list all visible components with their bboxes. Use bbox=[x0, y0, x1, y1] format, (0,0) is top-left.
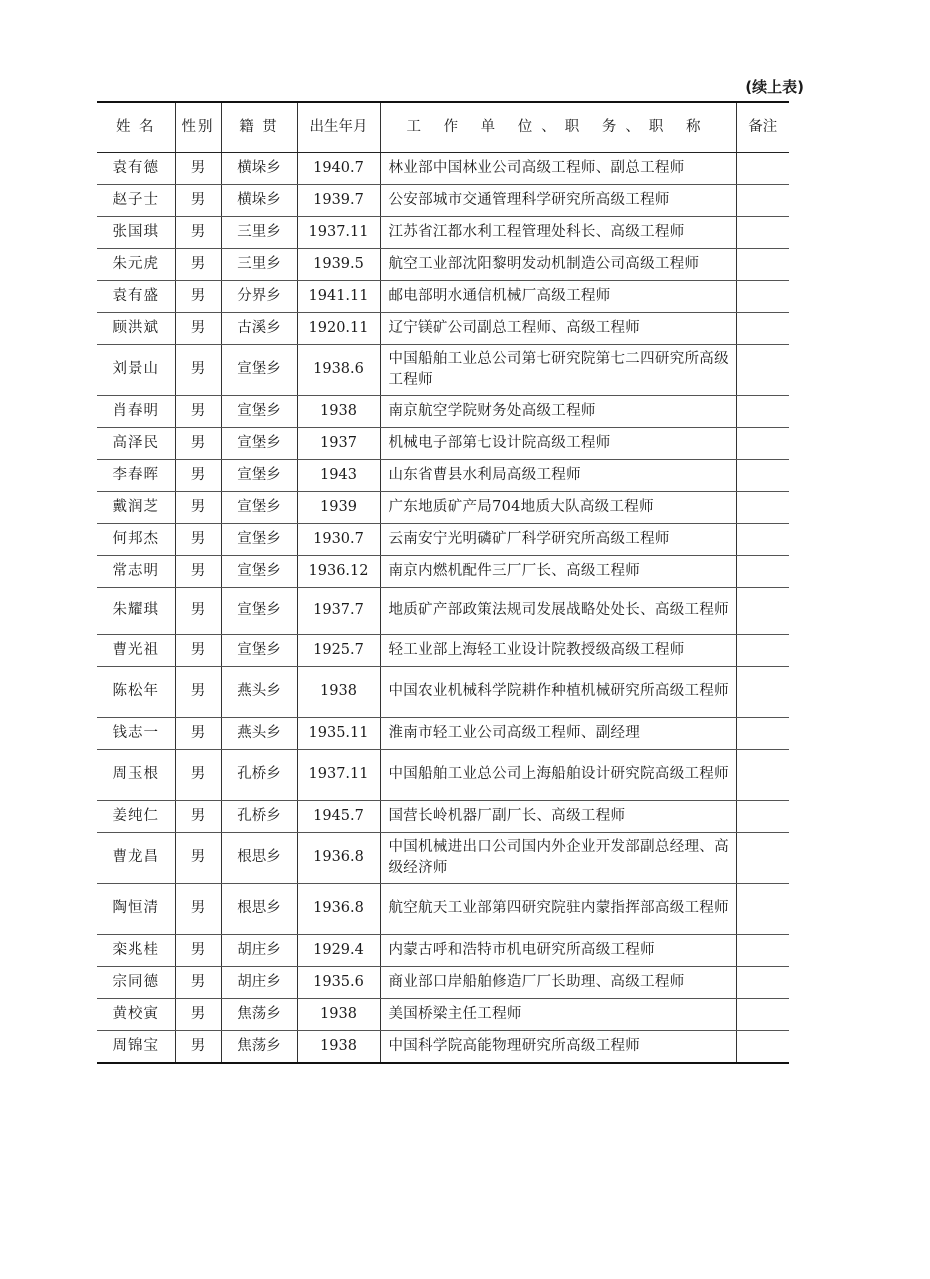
cell-work-unit: 公安部城市交通管理科学研究所高级工程师 bbox=[380, 185, 736, 217]
personnel-table bbox=[97, 101, 789, 1064]
cell-gender: 男 bbox=[175, 185, 221, 217]
cell-work-unit: 航空航天工业部第四研究院驻内蒙指挥部高级工程师 bbox=[380, 884, 736, 935]
table-row bbox=[97, 967, 789, 999]
cell-work-unit: 中国科学院高能物理研究所高级工程师 bbox=[380, 1031, 736, 1064]
cell-birth: 1940.7 bbox=[297, 153, 380, 185]
cell-name: 高泽民 bbox=[97, 428, 175, 460]
cell-work-unit: 南京内燃机配件三厂厂长、高级工程师 bbox=[380, 556, 736, 588]
cell-birth: 1941.11 bbox=[297, 281, 380, 313]
cell-gender: 男 bbox=[175, 492, 221, 524]
header-work-unit: 工 作 单 位、职 务、职 称 bbox=[380, 102, 736, 153]
continuation-label: (续上表) bbox=[745, 78, 804, 96]
cell-work-unit: 国营长岭机器厂副厂长、高级工程师 bbox=[380, 801, 736, 833]
table-row bbox=[97, 185, 789, 217]
table-row bbox=[97, 345, 789, 396]
cell-birth: 1939 bbox=[297, 492, 380, 524]
cell-gender: 男 bbox=[175, 281, 221, 313]
cell-native-place: 宣堡乡 bbox=[221, 524, 297, 556]
cell-gender: 男 bbox=[175, 935, 221, 967]
cell-remark bbox=[736, 588, 789, 635]
table-row bbox=[97, 750, 789, 801]
table-row bbox=[97, 524, 789, 556]
cell-name: 曹龙昌 bbox=[97, 833, 175, 884]
cell-remark bbox=[736, 185, 789, 217]
cell-name: 赵子士 bbox=[97, 185, 175, 217]
cell-native-place: 宣堡乡 bbox=[221, 460, 297, 492]
cell-native-place: 宣堡乡 bbox=[221, 428, 297, 460]
cell-gender: 男 bbox=[175, 556, 221, 588]
cell-native-place: 横垛乡 bbox=[221, 153, 297, 185]
cell-birth: 1937 bbox=[297, 428, 380, 460]
cell-name: 刘景山 bbox=[97, 345, 175, 396]
cell-native-place: 分界乡 bbox=[221, 281, 297, 313]
cell-name: 朱耀琪 bbox=[97, 588, 175, 635]
cell-work-unit: 广东地质矿产局704地质大队高级工程师 bbox=[380, 492, 736, 524]
cell-gender: 男 bbox=[175, 460, 221, 492]
cell-remark bbox=[736, 556, 789, 588]
cell-gender: 男 bbox=[175, 801, 221, 833]
table-row bbox=[97, 718, 789, 750]
cell-remark bbox=[736, 718, 789, 750]
cell-name: 宗同德 bbox=[97, 967, 175, 999]
cell-birth: 1936.12 bbox=[297, 556, 380, 588]
cell-birth: 1920.11 bbox=[297, 313, 380, 345]
header-gender: 性别 bbox=[175, 102, 221, 153]
table-row bbox=[97, 313, 789, 345]
cell-birth: 1929.4 bbox=[297, 935, 380, 967]
cell-birth: 1930.7 bbox=[297, 524, 380, 556]
cell-birth: 1938.6 bbox=[297, 345, 380, 396]
cell-gender: 男 bbox=[175, 313, 221, 345]
cell-remark bbox=[736, 217, 789, 249]
cell-native-place: 宣堡乡 bbox=[221, 396, 297, 428]
table-row bbox=[97, 833, 789, 884]
cell-work-unit: 南京航空学院财务处高级工程师 bbox=[380, 396, 736, 428]
cell-gender: 男 bbox=[175, 750, 221, 801]
cell-remark bbox=[736, 153, 789, 185]
cell-birth: 1938 bbox=[297, 396, 380, 428]
cell-native-place: 燕头乡 bbox=[221, 718, 297, 750]
cell-birth: 1939.7 bbox=[297, 185, 380, 217]
cell-work-unit: 美国桥梁主任工程师 bbox=[380, 999, 736, 1031]
cell-birth: 1943 bbox=[297, 460, 380, 492]
cell-native-place: 古溪乡 bbox=[221, 313, 297, 345]
cell-work-unit: 中国船舶工业总公司第七研究院第七二四研究所高级工程师 bbox=[380, 345, 736, 396]
cell-name: 陶恒清 bbox=[97, 884, 175, 935]
header-native-place: 籍 贯 bbox=[221, 102, 297, 153]
cell-name: 朱元虎 bbox=[97, 249, 175, 281]
cell-native-place: 孔桥乡 bbox=[221, 750, 297, 801]
cell-name: 张国琪 bbox=[97, 217, 175, 249]
table-row bbox=[97, 635, 789, 667]
cell-remark bbox=[736, 999, 789, 1031]
cell-gender: 男 bbox=[175, 999, 221, 1031]
cell-work-unit: 江苏省江都水利工程管理处科长、高级工程师 bbox=[380, 217, 736, 249]
cell-birth: 1937.11 bbox=[297, 217, 380, 249]
cell-gender: 男 bbox=[175, 884, 221, 935]
cell-work-unit: 商业部口岸船舶修造厂厂长助理、高级工程师 bbox=[380, 967, 736, 999]
table-body bbox=[97, 153, 789, 1064]
cell-birth: 1937.7 bbox=[297, 588, 380, 635]
table-row bbox=[97, 999, 789, 1031]
header-remark: 备注 bbox=[736, 102, 789, 153]
cell-remark bbox=[736, 750, 789, 801]
cell-gender: 男 bbox=[175, 1031, 221, 1064]
cell-remark bbox=[736, 833, 789, 884]
table-row bbox=[97, 801, 789, 833]
cell-remark bbox=[736, 801, 789, 833]
header-name: 姓 名 bbox=[97, 102, 175, 153]
cell-remark bbox=[736, 492, 789, 524]
cell-work-unit: 邮电部明水通信机械厂高级工程师 bbox=[380, 281, 736, 313]
cell-birth: 1945.7 bbox=[297, 801, 380, 833]
cell-remark bbox=[736, 396, 789, 428]
cell-gender: 男 bbox=[175, 217, 221, 249]
cell-birth: 1938 bbox=[297, 999, 380, 1031]
cell-name: 栾兆桂 bbox=[97, 935, 175, 967]
cell-remark bbox=[736, 460, 789, 492]
cell-birth: 1939.5 bbox=[297, 249, 380, 281]
cell-name: 戴润芝 bbox=[97, 492, 175, 524]
cell-name: 曹光祖 bbox=[97, 635, 175, 667]
cell-name: 陈松年 bbox=[97, 667, 175, 718]
cell-name: 钱志一 bbox=[97, 718, 175, 750]
cell-native-place: 根思乡 bbox=[221, 884, 297, 935]
cell-remark bbox=[736, 667, 789, 718]
cell-gender: 男 bbox=[175, 588, 221, 635]
table-row bbox=[97, 492, 789, 524]
table-row bbox=[97, 1031, 789, 1064]
cell-native-place: 孔桥乡 bbox=[221, 801, 297, 833]
cell-native-place: 根思乡 bbox=[221, 833, 297, 884]
table-row bbox=[97, 884, 789, 935]
cell-name: 黄校寅 bbox=[97, 999, 175, 1031]
cell-gender: 男 bbox=[175, 153, 221, 185]
table-row bbox=[97, 249, 789, 281]
cell-native-place: 宣堡乡 bbox=[221, 588, 297, 635]
cell-native-place: 胡庄乡 bbox=[221, 967, 297, 999]
cell-gender: 男 bbox=[175, 967, 221, 999]
cell-gender: 男 bbox=[175, 833, 221, 884]
cell-native-place: 三里乡 bbox=[221, 217, 297, 249]
cell-birth: 1937.11 bbox=[297, 750, 380, 801]
cell-name: 何邦杰 bbox=[97, 524, 175, 556]
cell-name: 袁有盛 bbox=[97, 281, 175, 313]
cell-native-place: 燕头乡 bbox=[221, 667, 297, 718]
table-row bbox=[97, 667, 789, 718]
cell-native-place: 横垛乡 bbox=[221, 185, 297, 217]
cell-native-place: 宣堡乡 bbox=[221, 345, 297, 396]
cell-work-unit: 山东省曹县水利局高级工程师 bbox=[380, 460, 736, 492]
cell-native-place: 焦荡乡 bbox=[221, 1031, 297, 1064]
cell-work-unit: 航空工业部沈阳黎明发动机制造公司高级工程师 bbox=[380, 249, 736, 281]
cell-name: 肖春明 bbox=[97, 396, 175, 428]
table-row bbox=[97, 153, 789, 185]
cell-work-unit: 林业部中国林业公司高级工程师、副总工程师 bbox=[380, 153, 736, 185]
cell-native-place: 宣堡乡 bbox=[221, 492, 297, 524]
cell-native-place: 三里乡 bbox=[221, 249, 297, 281]
cell-remark bbox=[736, 1031, 789, 1064]
cell-name: 姜纯仁 bbox=[97, 801, 175, 833]
cell-gender: 男 bbox=[175, 249, 221, 281]
cell-work-unit: 内蒙古呼和浩特市机电研究所高级工程师 bbox=[380, 935, 736, 967]
cell-native-place: 焦荡乡 bbox=[221, 999, 297, 1031]
cell-gender: 男 bbox=[175, 428, 221, 460]
cell-name: 周玉根 bbox=[97, 750, 175, 801]
cell-native-place: 宣堡乡 bbox=[221, 556, 297, 588]
cell-birth: 1935.11 bbox=[297, 718, 380, 750]
cell-gender: 男 bbox=[175, 667, 221, 718]
cell-birth: 1938 bbox=[297, 667, 380, 718]
table-row bbox=[97, 460, 789, 492]
cell-name: 周锦宝 bbox=[97, 1031, 175, 1064]
table-row bbox=[97, 588, 789, 635]
cell-name: 袁有德 bbox=[97, 153, 175, 185]
cell-name: 李春晖 bbox=[97, 460, 175, 492]
cell-work-unit: 中国机械进出口公司国内外企业开发部副总经理、高级经济师 bbox=[380, 833, 736, 884]
cell-remark bbox=[736, 345, 789, 396]
cell-work-unit: 淮南市轻工业公司高级工程师、副经理 bbox=[380, 718, 736, 750]
cell-birth: 1936.8 bbox=[297, 833, 380, 884]
cell-remark bbox=[736, 249, 789, 281]
cell-birth: 1936.8 bbox=[297, 884, 380, 935]
table-row bbox=[97, 556, 789, 588]
cell-gender: 男 bbox=[175, 524, 221, 556]
cell-gender: 男 bbox=[175, 718, 221, 750]
cell-remark bbox=[736, 967, 789, 999]
cell-gender: 男 bbox=[175, 635, 221, 667]
cell-work-unit: 中国农业机械科学院耕作种植机械研究所高级工程师 bbox=[380, 667, 736, 718]
cell-native-place: 胡庄乡 bbox=[221, 935, 297, 967]
cell-remark bbox=[736, 313, 789, 345]
cell-work-unit: 中国船舶工业总公司上海船舶设计研究院高级工程师 bbox=[380, 750, 736, 801]
cell-remark bbox=[736, 524, 789, 556]
cell-work-unit: 云南安宁光明磷矿厂科学研究所高级工程师 bbox=[380, 524, 736, 556]
cell-remark bbox=[736, 635, 789, 667]
table-row bbox=[97, 217, 789, 249]
cell-remark bbox=[736, 884, 789, 935]
cell-birth: 1938 bbox=[297, 1031, 380, 1064]
cell-work-unit: 辽宁镁矿公司副总工程师、高级工程师 bbox=[380, 313, 736, 345]
cell-birth: 1935.6 bbox=[297, 967, 380, 999]
table-row bbox=[97, 935, 789, 967]
table-row bbox=[97, 281, 789, 313]
table-header-row bbox=[97, 102, 789, 153]
cell-remark bbox=[736, 935, 789, 967]
cell-remark bbox=[736, 281, 789, 313]
cell-birth: 1925.7 bbox=[297, 635, 380, 667]
header-birth: 出生年月 bbox=[297, 102, 380, 153]
cell-work-unit: 轻工业部上海轻工业设计院教授级高级工程师 bbox=[380, 635, 736, 667]
cell-remark bbox=[736, 428, 789, 460]
table-row bbox=[97, 428, 789, 460]
cell-work-unit: 机械电子部第七设计院高级工程师 bbox=[380, 428, 736, 460]
cell-gender: 男 bbox=[175, 345, 221, 396]
cell-gender: 男 bbox=[175, 396, 221, 428]
cell-work-unit: 地质矿产部政策法规司发展战略处处长、高级工程师 bbox=[380, 588, 736, 635]
table-row bbox=[97, 396, 789, 428]
cell-native-place: 宣堡乡 bbox=[221, 635, 297, 667]
cell-name: 常志明 bbox=[97, 556, 175, 588]
cell-name: 顾洪斌 bbox=[97, 313, 175, 345]
